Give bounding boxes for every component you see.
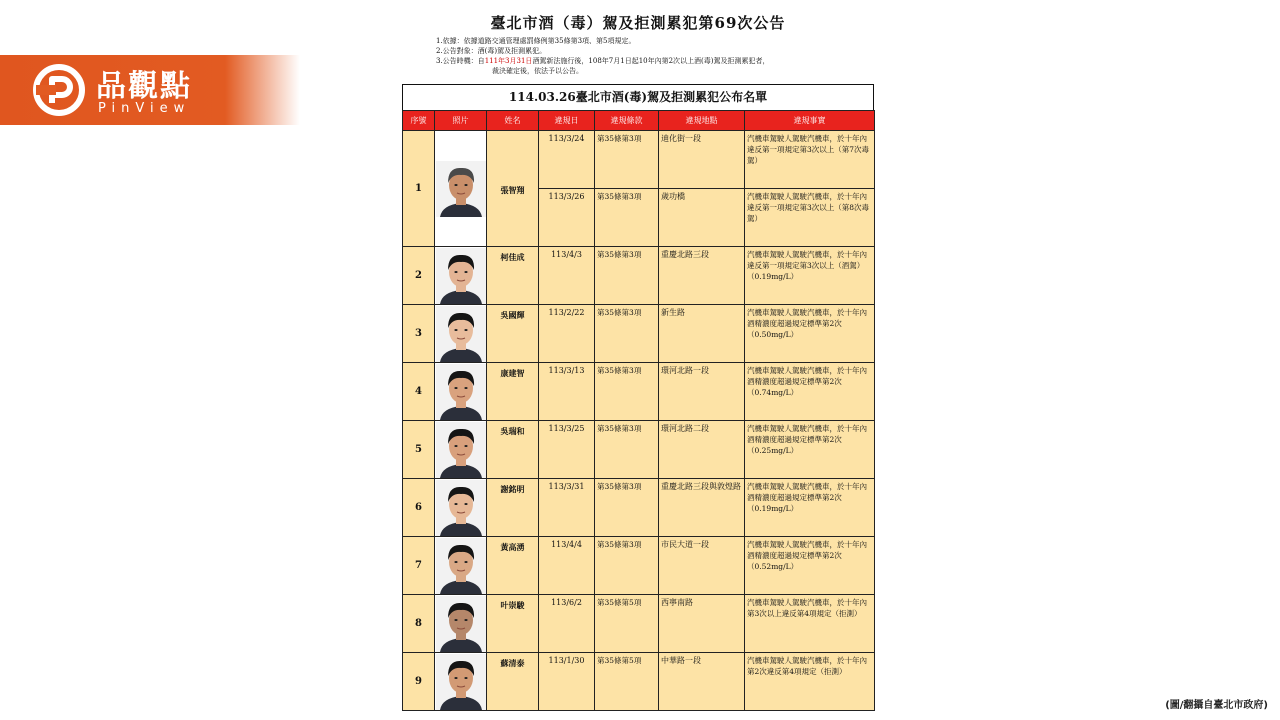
violation-date: 113/2/22 (539, 305, 595, 363)
photo-cell (435, 131, 487, 247)
violation-date: 113/3/25 (539, 421, 595, 479)
violation-article: 第35條第5項 (595, 653, 659, 711)
note-basis: 1.依據：依據道路交通管理處罰條例第35條第3項、第5項規定。 (436, 37, 636, 45)
offender-photo (436, 422, 486, 478)
violation-place: 重慶北路三段 (659, 247, 745, 305)
violation-date: 113/4/4 (539, 537, 595, 595)
pinview-logo-icon (32, 63, 86, 117)
table-row (403, 537, 875, 595)
offender-name: 吳瑞和 (487, 421, 539, 479)
photo-cell (435, 537, 487, 595)
header-no: 序號 (403, 111, 435, 131)
row-no: 8 (403, 595, 435, 653)
violation-place: 歲功橋 (659, 189, 745, 247)
offender-name: 蘇清泰 (487, 653, 539, 711)
photo-cell (435, 479, 487, 537)
violation-article: 第35條第3項 (595, 189, 659, 247)
photo-cell (435, 363, 487, 421)
row-no: 5 (403, 421, 435, 479)
violation-place: 迪化街一段 (659, 131, 745, 189)
violation-place: 環河北路一段 (659, 363, 745, 421)
pinview-logo (0, 55, 300, 125)
announcement-notes (436, 36, 876, 76)
logo-name-cn: 品觀點 (96, 69, 192, 104)
table-row (403, 131, 875, 189)
violation-date: 113/3/24 (539, 131, 595, 189)
violation-article: 第35條第3項 (595, 479, 659, 537)
violation-article: 第35條第3項 (595, 247, 659, 305)
violation-date: 113/1/30 (539, 653, 595, 711)
violation-fact: 汽機車駕駛人駕駛汽機車，於十年內酒精濃度超過規定標準第2次（0.19mg/L） (745, 479, 875, 537)
document-title: 臺北市酒（毒）駕及拒測累犯第69次公告 (490, 14, 786, 32)
violation-place: 環河北路二段 (659, 421, 745, 479)
violation-date: 113/3/13 (539, 363, 595, 421)
header-name: 姓名 (487, 111, 539, 131)
header-place: 違規地點 (659, 111, 745, 131)
violation-article: 第35條第3項 (595, 131, 659, 189)
table-row (403, 363, 875, 421)
violation-date: 113/4/3 (539, 247, 595, 305)
offender-name: 叶崇駿 (487, 595, 539, 653)
violation-place: 新生路 (659, 305, 745, 363)
violation-fact: 汽機車駕駛人駕駛汽機車，於十年內違反第一項規定第3次以上（第7次毒駕） (745, 131, 875, 189)
row-no: 7 (403, 537, 435, 595)
note-target: 2.公告對象：酒(毒)駕及拒測累犯。 (436, 47, 547, 55)
row-no: 9 (403, 653, 435, 711)
violation-article: 第35條第3項 (595, 537, 659, 595)
offender-photo (436, 596, 486, 652)
table-header-row (403, 111, 875, 131)
violation-date: 113/6/2 (539, 595, 595, 653)
violation-fact: 汽機車駕駛人駕駛汽機車，於十年內違反第一項規定第3次以上（酒駕）（0.19mg/L） (745, 247, 875, 305)
violation-fact: 汽機車駕駛人駕駛汽機車，於十年內酒精濃度超過規定標準第2次（0.50mg/L） (745, 305, 875, 363)
table-row (403, 247, 875, 305)
offender-name: 黃高湧 (487, 537, 539, 595)
offender-name: 康建智 (487, 363, 539, 421)
violation-article: 第35條第3項 (595, 363, 659, 421)
offender-table (402, 110, 875, 711)
offender-photo (436, 248, 486, 304)
violation-place: 中華路一段 (659, 653, 745, 711)
violation-place: 西寧南路 (659, 595, 745, 653)
photo-cell (435, 421, 487, 479)
offender-name: 謝銘明 (487, 479, 539, 537)
photo-cell (435, 595, 487, 653)
note-timing-date: 111年3月31日 (484, 57, 533, 65)
violation-place: 市民大道一段 (659, 537, 745, 595)
row-no: 4 (403, 363, 435, 421)
header-fact: 違規事實 (745, 111, 875, 131)
violation-fact: 汽機車駕駛人駕駛汽機車，於十年內酒精濃度超過規定標準第2次（0.52mg/L） (745, 537, 875, 595)
violation-fact: 汽機車駕駛人駕駛汽機車，於十年內第2次違反第4項規定（拒測） (745, 653, 875, 711)
offender-name: 吳國輝 (487, 305, 539, 363)
table-row (403, 421, 875, 479)
photo-cell (435, 305, 487, 363)
violation-article: 第35條第3項 (595, 305, 659, 363)
violation-fact: 汽機車駕駛人駕駛汽機車，於十年內第3次以上違反第4項規定（拒測） (745, 595, 875, 653)
offender-photo (436, 306, 486, 362)
violation-article: 第35條第3項 (595, 421, 659, 479)
violation-fact: 汽機車駕駛人駕駛汽機車，於十年內酒精濃度超過規定標準第2次（0.25mg/L） (745, 421, 875, 479)
note-timing (436, 56, 876, 66)
header-article: 違規條款 (595, 111, 659, 131)
offender-photo (436, 654, 486, 710)
table-row (403, 653, 875, 711)
row-no: 6 (403, 479, 435, 537)
table-row (403, 479, 875, 537)
violation-place: 重慶北路三段與敦煌路 (659, 479, 745, 537)
row-no: 2 (403, 247, 435, 305)
note-timing-cont: 裁決確定後，依法予以公告。 (492, 67, 583, 75)
photo-cell (435, 653, 487, 711)
offender-photo (436, 538, 486, 594)
violation-article: 第35條第5項 (595, 595, 659, 653)
offender-photo (436, 480, 486, 536)
header-photo: 照片 (435, 111, 487, 131)
violation-date: 113/3/26 (539, 189, 595, 247)
header-date: 違規日 (539, 111, 595, 131)
row-no: 3 (403, 305, 435, 363)
offender-name: 柯佳成 (487, 247, 539, 305)
image-credit: (圖/翻攝自臺北市政府) (1165, 700, 1268, 711)
offender-name: 張智翔 (487, 131, 539, 247)
violation-fact: 汽機車駕駛人駕駛汽機車，於十年內違反第一項規定第3次以上（第8次毒駕） (745, 189, 875, 247)
logo-name-en: PinView (98, 101, 191, 116)
table-title: 114.03.26臺北市酒(毒)駕及拒測累犯公布名單 (402, 84, 874, 110)
table-row (403, 305, 875, 363)
offender-photo (436, 161, 486, 217)
photo-cell (435, 247, 487, 305)
violation-date: 113/3/31 (539, 479, 595, 537)
announcement-document (400, 10, 876, 716)
note-timing-suffix: 酒駕新法施行後，108年7月1日起10年內第2次以上酒(毒)駕及拒測累犯者， (532, 57, 770, 65)
violation-fact: 汽機車駕駛人駕駛汽機車，於十年內酒精濃度超過規定標準第2次（0.74mg/L） (745, 363, 875, 421)
row-no: 1 (403, 131, 435, 247)
offender-list (402, 84, 874, 711)
note-timing-prefix: 3.公告時機：自 (436, 57, 485, 65)
table-row (403, 595, 875, 653)
offender-photo (436, 364, 486, 420)
